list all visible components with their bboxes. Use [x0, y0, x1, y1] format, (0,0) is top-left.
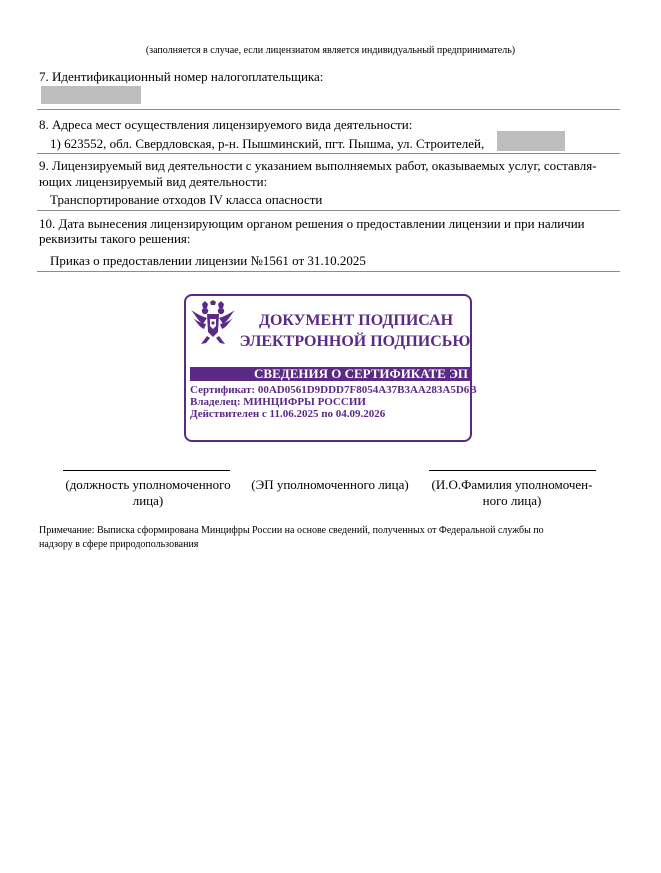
activity-value: Транспортирование отходов IV класса опасности — [50, 192, 323, 207]
name-signature-line — [429, 470, 596, 471]
coat-of-arms-icon — [189, 300, 237, 346]
name-caption-1: (И.О.Фамилия уполномочен- — [431, 477, 593, 492]
address-value: 1) 623552, обл. Свердловская, р-н. Пышминский, пгт. Пышма, ул. Строителей, — [50, 136, 485, 151]
stamp-title-1: ДОКУМЕНТ ПОДПИСАН — [258, 312, 454, 329]
divider — [37, 153, 620, 154]
inn-label: 7. Идентификационный номер налогоплательщика: — [39, 69, 324, 84]
decision-label-1: 10. Дата вынесения лицензирующим органом решения о предоставлении лицензии и при наличии — [39, 216, 585, 231]
stamp-certificate-header: СВЕДЕНИЯ О СЕРТИФИКАТЕ ЭП — [190, 367, 472, 381]
divider — [37, 271, 620, 272]
ep-caption: (ЭП уполномоченного лица) — [251, 477, 409, 492]
position-signature-line — [63, 470, 230, 471]
divider — [37, 210, 620, 211]
stamp-validity: Действителен с 11.06.2025 по 04.09.2026 — [190, 408, 386, 420]
footnote-line-2: надзору в сфере природопользования — [39, 539, 199, 550]
position-caption-1: (должность уполномоченного — [65, 477, 231, 492]
name-caption-2: ного лица) — [482, 493, 542, 508]
address-label: 8. Адреса мест осуществления лицензируемого вида деятельности: — [39, 117, 413, 132]
e-signature-stamp — [184, 294, 477, 442]
stamp-title-2: ЭЛЕКТРОННОЙ ПОДПИСЬЮ — [239, 333, 471, 350]
position-caption-2: лица) — [132, 493, 164, 508]
decision-label-2: реквизиты такого решения: — [39, 231, 191, 246]
footnote-line-1: Примечание: Выписка сформирована Минцифры России на основе сведений, полученных от Федеральной службы по — [39, 525, 544, 536]
stamp-owner: Владелец: МИНЦИФРЫ РОССИИ — [190, 396, 366, 408]
fill-note: (заполняется в случае, если лицензиатом является индивидуальный предприниматель) — [145, 45, 516, 56]
activity-label-2: ющих лицензируемый вид деятельности: — [39, 174, 268, 189]
stamp-certificate-number: Сертификат: 00AD0561D9DDD7F8054A37B3AA283A5D6B — [190, 384, 477, 396]
decision-value: Приказ о предоставлении лицензии №1561 от 31.10.2025 — [50, 253, 366, 268]
redacted-address — [497, 131, 565, 151]
divider — [37, 109, 620, 110]
activity-label-1: 9. Лицензируемый вид деятельности с указанием выполняемых работ, оказываемых услуг, составля- — [39, 158, 597, 173]
footnote — [39, 524, 619, 552]
redacted-inn — [41, 86, 141, 104]
